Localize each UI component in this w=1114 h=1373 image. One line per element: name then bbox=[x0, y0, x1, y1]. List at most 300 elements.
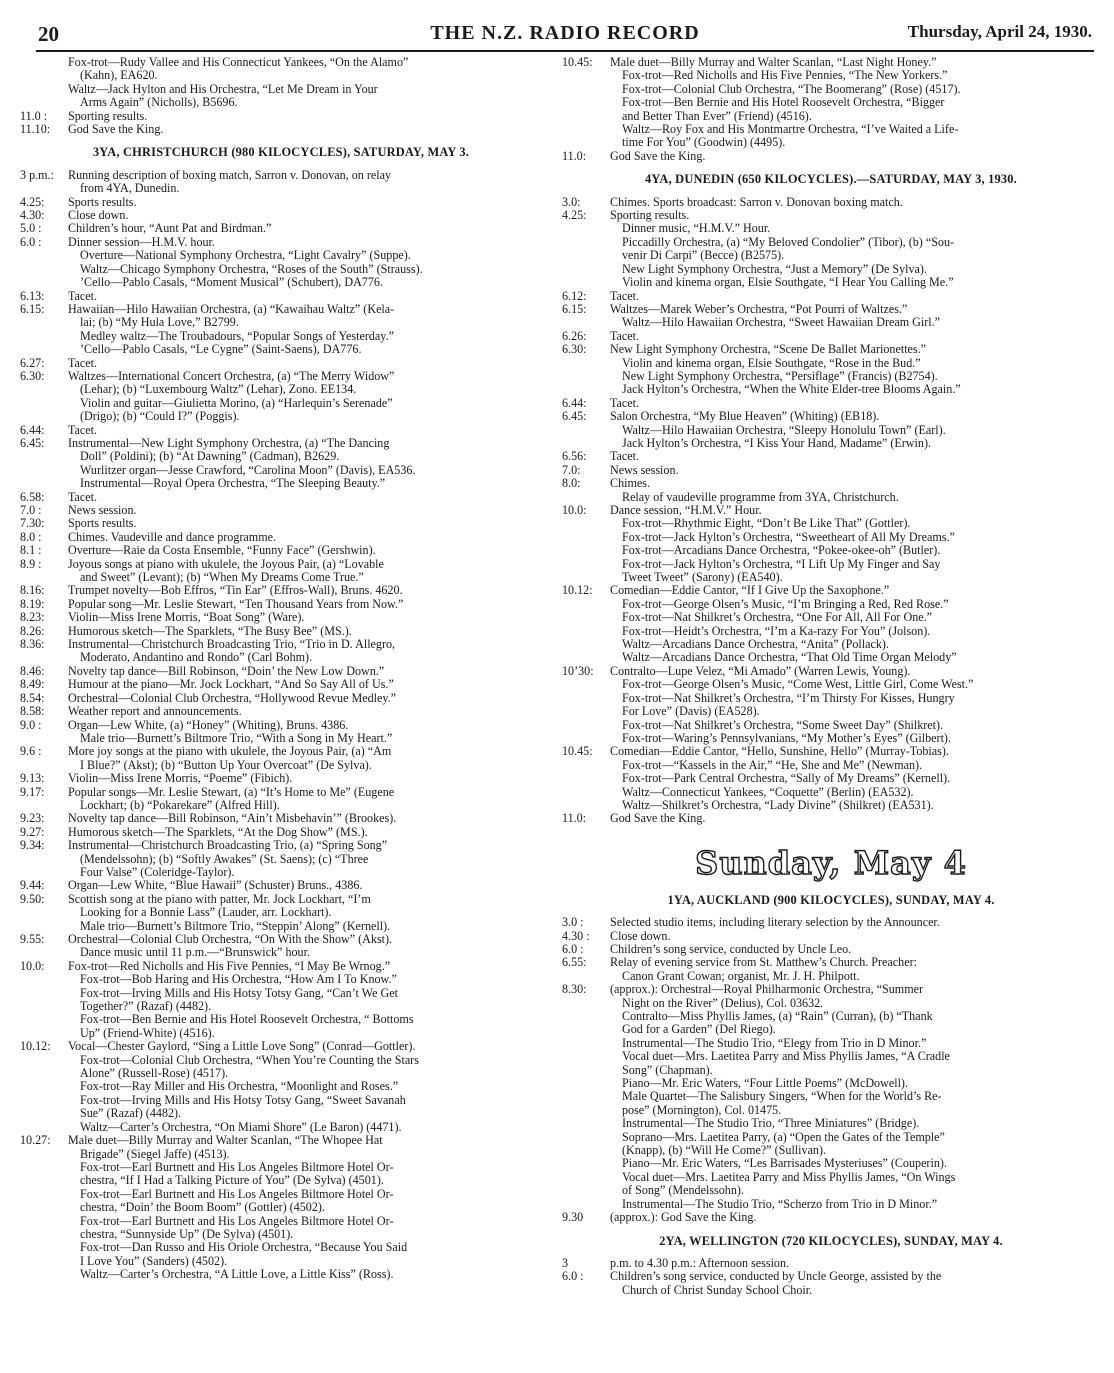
entry-line: chestra, “If I Had a Talking Picture of You” (De Sylva) (4501). bbox=[80, 1173, 384, 1188]
schedule-entry bbox=[20, 303, 542, 357]
entry-line: Medley waltz—The Troubadours, “Popular Songs of Yesterday.” bbox=[80, 328, 394, 343]
entry-line: Church of Christ Sunday School Choir. bbox=[622, 1282, 813, 1297]
schedule-entry bbox=[562, 1257, 1100, 1270]
entry-line: Fox-trot—Earl Burtnett and His Los Angeles Biltmore Hotel Or- bbox=[80, 1213, 394, 1228]
entry-time: 9.13: bbox=[20, 771, 45, 786]
entry-line: (Knapp), (b) “Will He Come?” (Sullivan). bbox=[622, 1143, 827, 1158]
entry-text bbox=[68, 584, 542, 597]
entry-line: More joy songs at the piano with ukulele, the Joyous Pair, (a) “Am bbox=[68, 744, 392, 759]
entry-line: Canon Grant Cowan; organist, Mr. J. H. Philpott. bbox=[622, 968, 860, 983]
entry-line: (Mendelssohn); (b) “Softly Awakes” (St. Saens); (c) “Three bbox=[80, 851, 369, 866]
entry-text bbox=[68, 544, 542, 557]
entry-time: 8.1 : bbox=[20, 543, 42, 558]
entry-line: Close down. bbox=[610, 928, 671, 943]
entry-line: Waltz—Connecticut Yankees, “Coquette” (Berlin) (EA532). bbox=[622, 784, 914, 799]
entry-line: Children’s hour, “Aunt Pat and Birdman.” bbox=[68, 221, 272, 236]
entry-line: Waltz—Arcadians Dance Orchestra, “Anita” (Pollack). bbox=[622, 637, 889, 652]
entry-line: Fox-trot—George Olsen’s Music, “I’m Bringing a Red, Red Rose.” bbox=[622, 596, 949, 611]
entry-line: Sue” (Razaf) (4482). bbox=[80, 1106, 182, 1121]
entry-text bbox=[610, 916, 1100, 929]
entry-text bbox=[68, 812, 542, 825]
entry-line: Vocal duet—Mrs. Laetitea Parry and Miss Phyllis James, “On Wings bbox=[622, 1169, 956, 1184]
entry-time: 6.15: bbox=[562, 301, 587, 316]
schedule-entry bbox=[20, 236, 542, 290]
schedule-entry bbox=[562, 930, 1100, 943]
entry-text bbox=[610, 812, 1100, 825]
entry-time: 6.26: bbox=[562, 328, 587, 343]
entry-line: Popular songs—Mr. Leslie Stewart, (a) “It’s Home to Me” (Eugene bbox=[68, 784, 395, 799]
entry-line: Violin—Miss Irene Morris, “Poeme” (Fibich). bbox=[68, 771, 293, 786]
schedule-entry bbox=[562, 812, 1100, 825]
entry-line: Vocal duet—Mrs. Laetitea Parry and Miss Phyllis James, “A Cradle bbox=[622, 1049, 950, 1064]
sunday-heading: Sunday, May 4 bbox=[695, 843, 967, 882]
schedule-entry bbox=[20, 705, 542, 718]
schedule-entry bbox=[20, 209, 542, 222]
entry-line: (Kahn), EA620. bbox=[80, 68, 158, 83]
entry-text bbox=[68, 531, 542, 544]
entry-line: Brigade” (Siegel Jaffe) (4513). bbox=[80, 1146, 230, 1161]
schedule-3ya bbox=[20, 169, 542, 1282]
entry-text bbox=[68, 839, 542, 879]
header-rule bbox=[36, 50, 1094, 52]
entry-line: Instrumental—Christchurch Broadcasting Trio, “Trio in D. Allegro, bbox=[68, 637, 396, 652]
entry-line: Overture—National Symphony Orchestra, “Light Cavalry” (Suppe). bbox=[80, 248, 411, 263]
schedule-entry bbox=[562, 397, 1100, 410]
schedule-entry bbox=[562, 343, 1100, 397]
entry-line: Waltz—Hilo Hawaiian Orchestra, “Sleepy Honolulu Town” (Earl). bbox=[622, 422, 946, 437]
entry-line: Fox-trot—Rhythmic Eight, “Don’t Be Like That” (Gottler). bbox=[622, 516, 911, 531]
entry-line: Tacet. bbox=[68, 422, 98, 437]
entry-text bbox=[68, 491, 542, 504]
entry-time: 8.54: bbox=[20, 690, 45, 705]
entry-time: 8.49: bbox=[20, 677, 45, 692]
entry-line: Instrumental—The Studio Trio, “Scherzo from Trio in D Minor.” bbox=[622, 1196, 938, 1211]
schedule-entry bbox=[562, 464, 1100, 477]
entry-line: Up” (Friend-White) (4516). bbox=[80, 1025, 215, 1040]
schedule-entry bbox=[562, 56, 1100, 150]
entry-line: Tweet Tweet” (Sarony) (EA540). bbox=[622, 570, 783, 585]
entry-line: and Sweet” (Levant); (b) “When My Dreams Come True.” bbox=[80, 570, 364, 585]
entry-line: Dinner music, “H.M.V.” Hour. bbox=[622, 221, 771, 236]
entry-line: Fox-trot—Red Nicholls and His Five Pennies, “The New Yorkers.” bbox=[622, 68, 948, 83]
entry-line: Fox-trot—Waring’s Pennsylvanians, “My Mother’s Eyes” (Gilbert). bbox=[622, 730, 951, 745]
entry-line: Male trio—Burnett’s Biltmore Trio, “Steppin’ Along” (Kernell). bbox=[80, 918, 391, 933]
entry-line: For Love” (Davis) (EA528). bbox=[622, 704, 760, 719]
entry-line: Fox-trot—Earl Burtnett and His Los Angeles Biltmore Hotel Or- bbox=[80, 1186, 394, 1201]
entry-time: 8.30: bbox=[562, 982, 587, 997]
entry-time: 5.0 : bbox=[20, 221, 42, 236]
schedule-entry bbox=[562, 1211, 1100, 1224]
entry-time: 9.23: bbox=[20, 811, 45, 826]
entry-line: Piccadilly Orchestra, (a) “My Beloved Condolier” (Tibor), (b) “Sou- bbox=[622, 234, 955, 249]
entry-line: Waltz—Carter’s Orchestra, “A Little Love, a Little Kiss” (Ross). bbox=[80, 1267, 394, 1282]
schedule-entry bbox=[20, 678, 542, 691]
entry-line: Novelty tap dance—Bill Robinson, “Doin’ the New Low Down.” bbox=[68, 663, 385, 678]
entry-line: Violin and kinema organ, Elsie Southgate, “Rose in the Bud.” bbox=[622, 355, 921, 370]
left-continuation-list bbox=[20, 56, 542, 136]
entry-line: Fox-trot—Nat Shilkret’s Orchestra, “I’m Thirsty For Kisses, Hungry bbox=[622, 690, 955, 705]
entry-text bbox=[68, 960, 542, 1040]
section-heading-2ya: 2YA, WELLINGTON (720 KILOCYCLES), SUNDAY, MAY 4. bbox=[659, 1233, 1003, 1248]
entry-line: Tacet. bbox=[610, 328, 640, 343]
entry-text bbox=[68, 611, 542, 624]
entry-text bbox=[68, 625, 542, 638]
entry-text bbox=[68, 558, 542, 585]
schedule-entry bbox=[20, 558, 542, 585]
entry-time: 3 p.m.: bbox=[20, 167, 54, 182]
entry-time: 6.45: bbox=[20, 435, 45, 450]
entry-line: Soprano—Mrs. Laetitea Parry, (a) “Open the Gates of the Temple” bbox=[622, 1129, 945, 1144]
schedule-entry bbox=[562, 665, 1100, 745]
entry-time: 7.0: bbox=[562, 462, 581, 477]
entry-line: Waltz—Carter’s Orchestra, “On Miami Shore” (Le Baron) (4471). bbox=[80, 1119, 402, 1134]
entry-time: 6.56: bbox=[562, 449, 587, 464]
entry-time: 10.0: bbox=[562, 503, 587, 517]
entry-line: Contralto—Lupe Velez, “Mi Amado” (Warren Lewis, Young). bbox=[610, 663, 911, 678]
entry-line: Close down. bbox=[68, 208, 129, 223]
entry-line: Sports results. bbox=[68, 516, 137, 531]
entry-time: 11.0: bbox=[562, 148, 587, 163]
entry-line: Alone” (Russell-Rose) (4517). bbox=[80, 1066, 229, 1081]
schedule-entry bbox=[20, 504, 542, 517]
schedule-1ya bbox=[562, 916, 1100, 1224]
entry-line: Scottish song at the piano with patter, Mr. Jock Lockhart, “I’m bbox=[68, 891, 371, 906]
entry-line: Four Valse” (Coleridge-Taylor). bbox=[80, 864, 235, 879]
entry-time: 11.10: bbox=[20, 122, 51, 137]
entry-time: 6.44: bbox=[20, 422, 45, 437]
entry-text bbox=[68, 893, 542, 933]
entry-text bbox=[68, 209, 542, 222]
entry-text bbox=[68, 745, 542, 772]
entry-line: Sporting results. bbox=[610, 208, 690, 223]
entry-line: Fox-trot—Arcadians Dance Orchestra, “Pokee-okee-oh” (Butler). bbox=[622, 543, 941, 558]
entry-text bbox=[610, 397, 1100, 410]
schedule-entry bbox=[20, 598, 542, 611]
entry-line: Waltz—Jack Hylton and His Orchestra, “Let Me Dream in Your bbox=[68, 81, 378, 96]
entry-text bbox=[68, 424, 542, 437]
entry-time: 3.0 : bbox=[562, 915, 584, 930]
entry-text bbox=[68, 705, 542, 718]
entry-line: Overture—Raie da Costa Ensemble, “Funny Face” (Gershwin). bbox=[68, 543, 376, 558]
entry-line: Fox-trot—“Kassels in the Air,” “He, She and Me” (Newman). bbox=[622, 757, 923, 772]
entry-line: Male trio—Burnett’s Biltmore Trio, “With a Song in My Heart.” bbox=[80, 730, 393, 745]
entry-line: Together?” (Razaf) (4482). bbox=[80, 999, 212, 1014]
entry-line: Selected studio items, including literary selection by the Announcer. bbox=[610, 915, 940, 930]
entry-text bbox=[610, 1270, 1100, 1297]
entry-time: 6.30: bbox=[20, 368, 45, 383]
entry-line: Trumpet novelty—Bob Effros, “Tin Ear” (Effros-Wall), Bruns. 4620. bbox=[68, 583, 403, 598]
entry-time: 8.58: bbox=[20, 704, 45, 719]
entry-text bbox=[68, 370, 542, 424]
entry-line: Jack Hylton’s Orchestra, “When the White Elder-tree Blooms Again.” bbox=[622, 382, 961, 397]
entry-text bbox=[610, 196, 1100, 209]
entry-line: Male duet—Billy Murray and Walter Scanlan, “The Whopee Hat bbox=[68, 1133, 383, 1148]
entry-line: Popular song—Mr. Leslie Stewart, “Ten Thousand Years from Now.” bbox=[68, 596, 404, 611]
entry-line: Humorous sketch—The Sparklets, “At the Dog Show” (MS.). bbox=[68, 824, 368, 839]
schedule-entry bbox=[562, 943, 1100, 956]
entry-line: Fox-trot—Bob Haring and His Orchestra, “How Am I To Know.” bbox=[80, 972, 397, 987]
schedule-entry bbox=[20, 665, 542, 678]
entry-text bbox=[610, 983, 1100, 1211]
entry-line: Tacet. bbox=[610, 288, 640, 303]
schedule-entry bbox=[562, 1270, 1100, 1297]
entry-line: Lockhart; (b) “Pokarekare” (Alfred Hill). bbox=[80, 797, 280, 812]
entry-time: 6.0 : bbox=[562, 941, 584, 956]
entry-line: Moderato, Andantino and Rondo” (Carl Bohm). bbox=[80, 650, 313, 665]
entry-line: God for a Garden” (Del Riego). bbox=[622, 1022, 776, 1037]
entry-time: 8.23: bbox=[20, 610, 45, 625]
entry-time: 10’30: bbox=[562, 663, 594, 678]
entry-line: Orchestral—Colonial Club Orchestra, “Hollywood Revue Medley.” bbox=[68, 690, 397, 705]
schedule-entry bbox=[562, 303, 1100, 330]
entry-line: Waltz—Chicago Symphony Orchestra, “Roses of the South” (Strauss). bbox=[80, 261, 423, 276]
entry-line: (Lehar); (b) “Luxembourg Waltz” (Lehar), Zono. EE134. bbox=[80, 382, 357, 397]
entry-text bbox=[68, 692, 542, 705]
entry-line: Sporting results. bbox=[68, 108, 148, 123]
entry-time: 10.0: bbox=[20, 958, 45, 973]
schedule-entry bbox=[20, 933, 542, 960]
schedule-entry bbox=[20, 123, 542, 136]
entry-text bbox=[68, 638, 542, 665]
entry-line: Night on the River” (Delius), Col. 03632. bbox=[622, 995, 824, 1010]
entry-line: Waltzes—International Concert Orchestra, (a) “The Merry Widow” bbox=[68, 368, 395, 383]
entry-time: 11.0 : bbox=[20, 108, 48, 123]
schedule-entry bbox=[20, 692, 542, 705]
entry-text bbox=[610, 930, 1100, 943]
entry-line: Violin—Miss Irene Morris, “Boat Song” (Ware). bbox=[68, 610, 305, 625]
entry-time: 10.12: bbox=[20, 1039, 51, 1054]
entry-line: time For You” (Goodwin) (4495). bbox=[622, 135, 786, 150]
entry-time: 8.46: bbox=[20, 663, 45, 678]
entry-line: Dance music until 11 p.m.—“Brunswick” hour. bbox=[80, 945, 310, 960]
schedule-entry bbox=[20, 56, 542, 83]
entry-line: Fox-trot—Irving Mills and His Hotsy Totsy Gang, “Can’t We Get bbox=[80, 985, 398, 1000]
entry-time: 6.13: bbox=[20, 288, 45, 303]
entry-time: 6.0 : bbox=[20, 234, 42, 249]
entry-line: Wurlitzer organ—Jesse Crawford, “Carolina Moon” (Davis), EA536. bbox=[80, 462, 416, 477]
entry-text bbox=[68, 772, 542, 785]
entry-line: Organ—Lew White, (a) “Honey” (Whiting), Bruns. 4386. bbox=[68, 717, 349, 732]
schedule-entry bbox=[562, 477, 1100, 504]
entry-time: 11.0: bbox=[562, 811, 587, 826]
entry-line: Salon Orchestra, “My Blue Heaven” (Whiting) (EB18). bbox=[610, 409, 880, 424]
entry-line: Tacet. bbox=[610, 395, 640, 410]
entry-text bbox=[610, 943, 1100, 956]
entry-text bbox=[610, 745, 1100, 812]
entry-line: p.m. to 4.30 p.m.: Afternoon session. bbox=[610, 1255, 790, 1270]
schedule-entry bbox=[20, 357, 542, 370]
entry-line: Fox-trot—Rudy Vallee and His Connecticut Yankees, “On the Alamo” bbox=[68, 55, 409, 69]
schedule-entry bbox=[562, 584, 1100, 664]
entry-line: (approx.): Orchestral—Royal Philharmonic Orchestra, “Summer bbox=[610, 982, 924, 997]
schedule-entry bbox=[20, 517, 542, 530]
entry-line: Fox-trot—Ben Bernie and His Hotel Roosevelt Orchestra, “ Bottoms bbox=[80, 1012, 414, 1027]
schedule-entry bbox=[20, 826, 542, 839]
schedule-entry bbox=[20, 491, 542, 504]
entry-text bbox=[68, 678, 542, 691]
entry-line: Tacet. bbox=[610, 449, 640, 464]
schedule-entry bbox=[562, 956, 1100, 983]
entry-time: 6.45: bbox=[562, 409, 587, 424]
entry-time: 10.45: bbox=[562, 55, 593, 69]
entry-time: 9.6 : bbox=[20, 744, 42, 759]
entry-line: Children’s song service, conducted by Uncle Leo. bbox=[610, 941, 852, 956]
entry-line: Novelty tap dance—Bill Robinson, “Ain’t Misbehavin’” (Brookes). bbox=[68, 811, 397, 826]
entry-line: Waltz—Shilkret’s Orchestra, “Lady Divine” (Shilkret) (EA531). bbox=[622, 797, 934, 812]
entry-text bbox=[610, 303, 1100, 330]
section-heading-4ya: 4YA, DUNEDIN (650 KILOCYCLES).—SATURDAY, MAY 3, 1930. bbox=[645, 172, 1017, 187]
page-number: 20 bbox=[38, 22, 59, 46]
entry-line: Fox-trot—Ben Bernie and His Hotel Roosevelt Orchestra, “Bigger bbox=[622, 95, 945, 110]
section-heading-1ya: 1YA, AUCKLAND (900 KILOCYCLES), SUNDAY, MAY 4. bbox=[667, 892, 995, 907]
entry-line: Chimes. Vaudeville and dance programme. bbox=[68, 529, 276, 544]
entry-time: 8.0: bbox=[562, 476, 581, 491]
entry-line: Hawaiian—Hilo Hawaiian Orchestra, (a) “Kawaihau Waltz” (Kela- bbox=[68, 301, 395, 316]
entry-line: Fox-trot—Nat Shilkret’s Orchestra, “One For All, All For One.” bbox=[622, 610, 933, 625]
entry-line: News session. bbox=[610, 462, 679, 477]
schedule-entry bbox=[562, 410, 1100, 450]
entry-line: Organ—Lew White, “Blue Hawaii” (Schuster) Bruns., 4386. bbox=[68, 878, 363, 893]
entry-line: Comedian—Eddie Cantor, “If I Give Up the Saxophone.” bbox=[610, 583, 890, 598]
entry-line: chestra, “Doin’ the Boom Boom” (Gottler) (4502). bbox=[80, 1200, 325, 1215]
entry-time: 9.34: bbox=[20, 838, 45, 853]
schedule-entry bbox=[562, 983, 1100, 1211]
entry-line: Relay of evening service from St. Matthew’s Church. Preacher: bbox=[610, 955, 917, 970]
entry-text bbox=[68, 236, 542, 290]
schedule-entry bbox=[20, 544, 542, 557]
schedule-entry bbox=[20, 424, 542, 437]
entry-line: Chimes. bbox=[610, 476, 650, 491]
entry-line: Fox-trot—Dan Russo and His Oriole Orchestra, “Because You Said bbox=[80, 1240, 408, 1255]
entry-time: 4.25: bbox=[562, 208, 587, 223]
entry-line: God Save the King. bbox=[610, 811, 706, 826]
entry-text bbox=[610, 290, 1100, 303]
entry-text bbox=[610, 956, 1100, 983]
entry-line: Dance session, “H.M.V.” Hour. bbox=[610, 503, 762, 517]
entry-time: 10.27: bbox=[20, 1133, 51, 1148]
entry-line: Doll” (Poldini); (b) “At Dawning” (Cadman), B2629. bbox=[80, 449, 340, 464]
schedule-entry bbox=[20, 222, 542, 235]
schedule-entry bbox=[20, 879, 542, 892]
entry-line: Children’s song service, conducted by Uncle George, assisted by the bbox=[610, 1269, 942, 1284]
entry-time: 8.16: bbox=[20, 583, 45, 598]
entry-line: ’Cello—Pablo Casals, “Le Cygne” (Saint-Saens), DA776. bbox=[80, 342, 362, 357]
entry-line: chestra, “Sunnyside Up” (De Sylva) (4501). bbox=[80, 1226, 294, 1241]
entry-line: Waltzes—Marek Weber’s Orchestra, “Pot Pourri of Waltzes.” bbox=[610, 301, 908, 316]
entry-text bbox=[68, 1040, 542, 1134]
entry-text bbox=[68, 665, 542, 678]
entry-line: from 4YA, Dunedin. bbox=[80, 181, 180, 196]
entry-text bbox=[68, 123, 542, 136]
entry-text bbox=[68, 83, 542, 110]
entry-text bbox=[68, 303, 542, 357]
entry-text bbox=[68, 56, 542, 83]
schedule-entry bbox=[20, 437, 542, 491]
schedule-entry bbox=[562, 209, 1100, 289]
entry-line: Instrumental—Royal Opera Orchestra, “The Sleeping Beauty.” bbox=[80, 476, 386, 491]
entry-line: Fox-trot—Heidt’s Orchestra, “I’m a Ka-razy For You” (Jolson). bbox=[622, 623, 931, 638]
schedule-entry bbox=[20, 196, 542, 209]
entry-time: 6.55: bbox=[562, 955, 587, 970]
entry-time: 9.44: bbox=[20, 878, 45, 893]
entry-line: Song” (Chapman). bbox=[622, 1062, 713, 1077]
entry-text bbox=[610, 477, 1100, 504]
entry-line: Chimes. Sports broadcast: Sarron v. Donovan boxing match. bbox=[610, 194, 903, 209]
entry-line: venir Di Carpi” (Becce) (B2575). bbox=[622, 248, 785, 263]
entry-line: of Song” (Mendelssohn). bbox=[622, 1183, 744, 1198]
entry-line: lai; (b) “My Hula Love,” B2799. bbox=[80, 315, 239, 330]
section-heading-3ya: 3YA, CHRISTCHURCH (980 KILOCYCLES), SATURDAY, MAY 3. bbox=[92, 145, 470, 160]
entry-text bbox=[68, 357, 542, 370]
entry-line: Tacet. bbox=[68, 355, 98, 370]
schedule-entry bbox=[562, 916, 1100, 929]
entry-line: Joyous songs at piano with ukulele, the Joyous Pair, (a) “Lovable bbox=[68, 556, 384, 571]
entry-line: I Blue?” (Akst); (b) “Button Up Your Overcoat” (De Sylva). bbox=[80, 757, 372, 772]
entry-line: Fox-trot—Irving Mills and His Hotsy Totsy Gang, “Sweet Savanah bbox=[80, 1092, 406, 1107]
entry-line: Humour at the piano—Mr. Jock Lockhart, “And So Say All of Us.” bbox=[68, 677, 394, 692]
schedule-entry bbox=[562, 450, 1100, 463]
entry-text bbox=[610, 504, 1100, 584]
schedule-entry bbox=[20, 83, 542, 110]
schedule-entry bbox=[20, 960, 542, 1040]
entry-text bbox=[610, 450, 1100, 463]
schedule-entry bbox=[562, 745, 1100, 812]
entry-time bbox=[20, 83, 68, 110]
entry-time: 4.25: bbox=[20, 194, 45, 209]
entry-text bbox=[610, 56, 1100, 150]
entry-text bbox=[610, 330, 1100, 343]
entry-line: and Better Than Ever” (Friend) (4516). bbox=[622, 108, 812, 123]
entry-line: Weather report and announcements. bbox=[68, 704, 242, 719]
entry-text bbox=[610, 665, 1100, 745]
schedule-entry bbox=[562, 504, 1100, 584]
entry-time: 8.9 : bbox=[20, 556, 42, 571]
entry-time: 4.30: bbox=[20, 208, 45, 223]
schedule-entry bbox=[20, 839, 542, 879]
entry-line: Comedian—Eddie Cantor, “Hello, Sunshine, Hello” (Murray-Tobias). bbox=[610, 744, 949, 759]
entry-line: Instrumental—New Light Symphony Orchestra, (a) “The Dancing bbox=[68, 435, 390, 450]
schedule-entry bbox=[20, 1040, 542, 1134]
entry-line: Fox-trot—George Olsen’s Music, “Come West, Little Girl, Come West.” bbox=[622, 677, 974, 692]
entry-line: Piano—Mr. Eric Waters, “Four Little Poems” (McDowell). bbox=[622, 1076, 908, 1091]
entry-line: Fox-trot—Jack Hylton’s Orchestra, “I Lift Up My Finger and Say bbox=[622, 556, 941, 571]
entry-time: 8.19: bbox=[20, 596, 45, 611]
entry-time: 6.15: bbox=[20, 301, 45, 316]
schedule-entry bbox=[562, 330, 1100, 343]
schedule-entry bbox=[20, 719, 542, 746]
entry-text bbox=[68, 222, 542, 235]
entry-time: 6.44: bbox=[562, 395, 587, 410]
entry-text bbox=[68, 517, 542, 530]
entry-line: Running description of boxing match, Sarron v. Donovan, on relay bbox=[68, 167, 391, 182]
entry-time: 6.58: bbox=[20, 489, 45, 504]
schedule-entry bbox=[562, 290, 1100, 303]
entry-text bbox=[68, 786, 542, 813]
entry-text bbox=[610, 1211, 1100, 1224]
entry-text bbox=[68, 719, 542, 746]
entry-line: Contralto—Miss Phyllis James, (a) “Rain” (Curran), (b) “Thank bbox=[622, 1009, 933, 1023]
schedule-entry bbox=[20, 625, 542, 638]
entry-line: Orchestral—Colonial Club Orchestra, “On With the Show” (Akst). bbox=[68, 932, 393, 946]
entry-time: 9.50: bbox=[20, 891, 45, 906]
entry-text bbox=[68, 879, 542, 892]
entry-line: Tacet. bbox=[68, 489, 98, 504]
entry-line: Violin and guitar—Giulietta Morino, (a) “Harlequin’s Serenade” bbox=[80, 395, 393, 410]
entry-time: 7.30: bbox=[20, 516, 45, 531]
entry-time: 9.30 bbox=[562, 1210, 584, 1225]
entry-line: Instrumental—The Studio Trio, “Elegy from Trio in D Minor.” bbox=[622, 1035, 927, 1050]
entry-text bbox=[68, 1134, 542, 1281]
